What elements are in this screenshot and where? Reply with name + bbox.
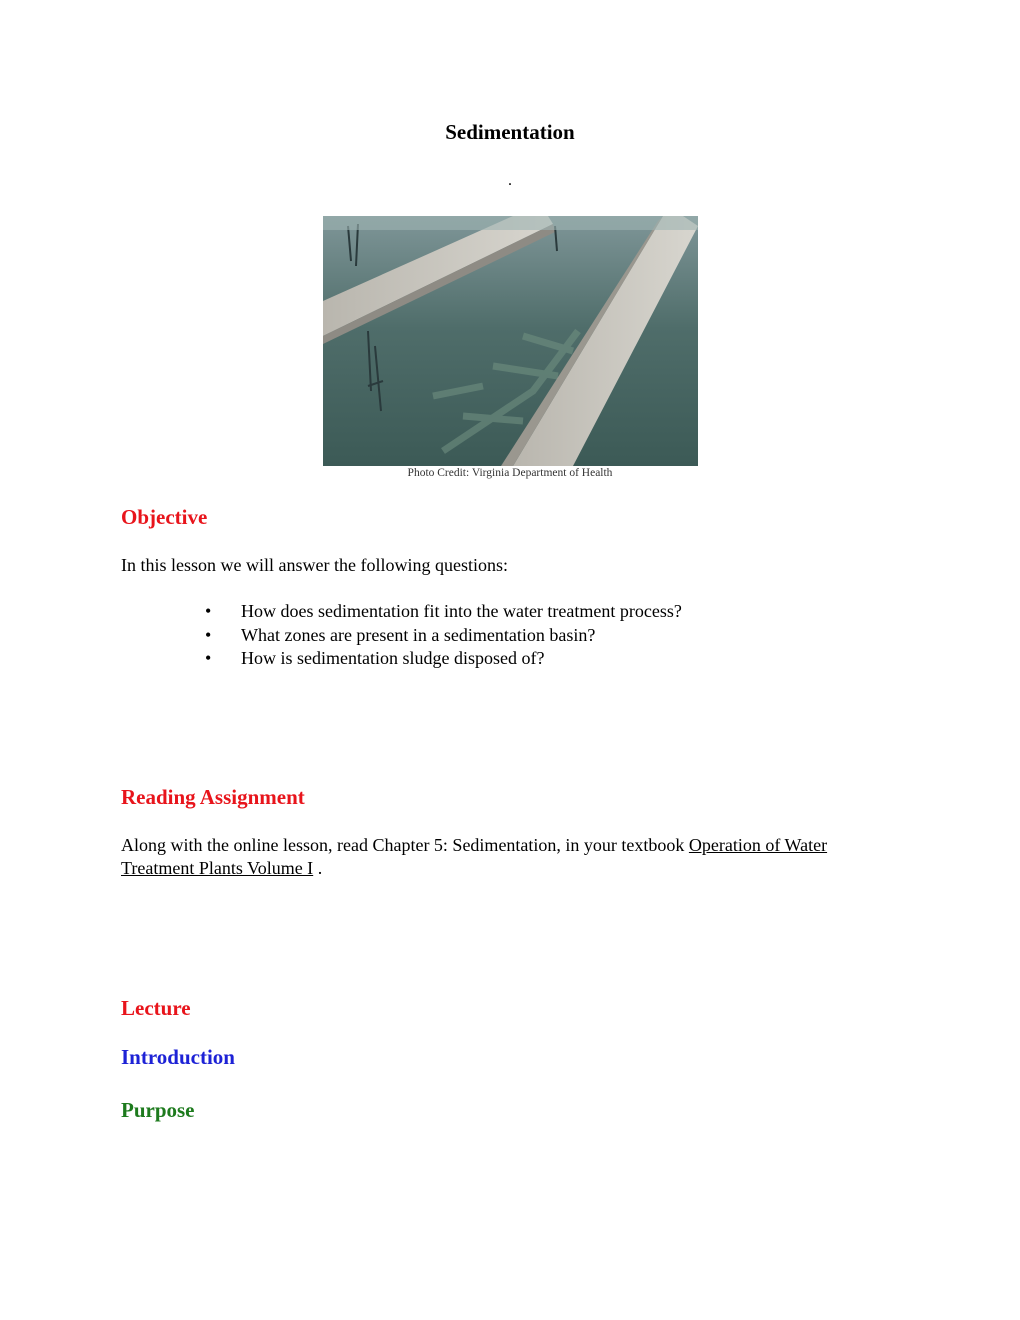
textbook-link[interactable]: Operation of Water Treatment Plants Volume I <box>121 835 828 878</box>
list-item <box>205 647 682 671</box>
reading-assignment-text <box>121 834 881 880</box>
question-text: What zones are present in a sedimentation basin? <box>241 624 596 645</box>
subtitle-dot: . <box>508 172 512 189</box>
bullet-icon: • <box>205 648 212 668</box>
reading-assignment-heading: Reading Assignment <box>121 785 305 809</box>
reading-text-after: . <box>313 858 323 878</box>
photo-credit: Photo Credit: Virginia Department of Health <box>407 467 613 479</box>
lecture-heading: Lecture <box>121 996 191 1020</box>
question-text: How does sedimentation fit into the water treatment process? <box>241 601 682 621</box>
list-item <box>205 600 682 624</box>
reading-text-before: Along with the online lesson, read Chapter 5: Sedimentation, in your textbook <box>121 835 689 855</box>
bullet-icon: • <box>205 601 212 621</box>
sedimentation-basin-photo <box>323 216 698 466</box>
purpose-heading: Purpose <box>121 1098 195 1122</box>
question-list <box>205 600 682 671</box>
objective-heading: Objective <box>121 505 208 529</box>
list-item <box>205 624 682 648</box>
page-title: Sedimentation <box>445 120 575 144</box>
objective-intro: In this lesson we will answer the following questions: <box>121 555 508 575</box>
introduction-heading: Introduction <box>121 1045 235 1069</box>
bullet-icon: • <box>205 624 212 645</box>
question-text: How is sedimentation sludge disposed of? <box>241 648 545 668</box>
